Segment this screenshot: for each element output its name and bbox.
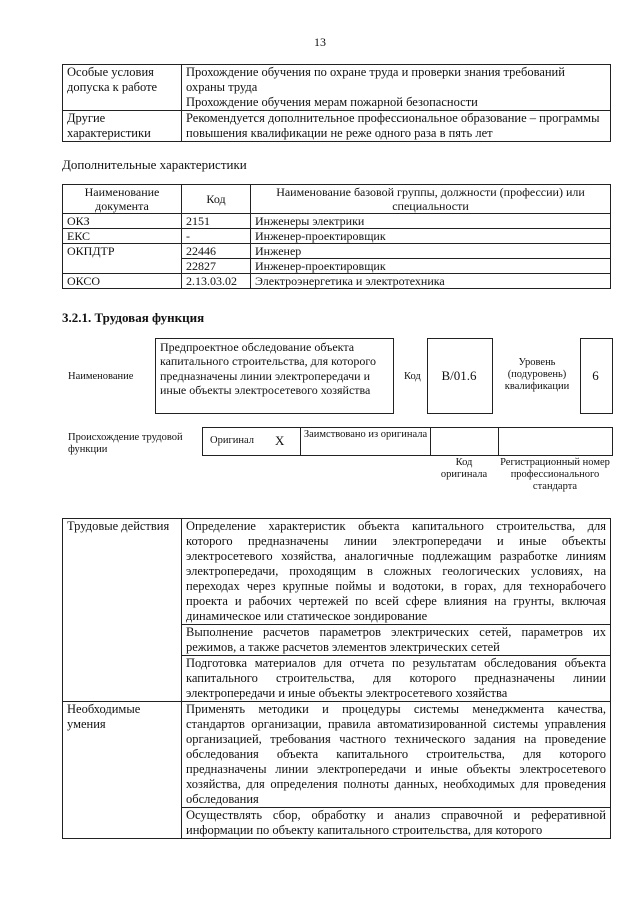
cell-doc: ОКСО (63, 274, 182, 289)
additional-table (62, 184, 611, 289)
cell-doc: ОКЗ (63, 214, 182, 229)
row-content (182, 111, 611, 142)
section-heading: Дополнительные характеристики (62, 157, 247, 172)
table-row (63, 65, 611, 111)
borrowed-label: Заимствовано из оригинала (303, 429, 428, 440)
list-item: Осуществлять сбор, обработку и анализ справочной и реферативной информации по объекту капитального строительства, для которого (182, 808, 611, 839)
content-line: Прохождение обучения мерам пожарной безопасности (186, 95, 478, 109)
top-table (62, 64, 611, 142)
name-label: Наименование (68, 371, 134, 382)
cell-code: 2.13.03.02 (182, 274, 251, 289)
list-item: Определение характеристик объекта капитального строительства, для которого предназначены линии электропередачи и иные объекты электросетевого хозяйства, аналогичные подлежащим разработке линиям электропередачи, проходящим в сложных геологических условиях, на переходах через крупные поймы и водотоки, в горах, для технорабочего проекта и рабочих чертежей по всей сфере влияния на грунты, включая динамическое или статическое зондирование (182, 519, 611, 625)
cell-doc: ОКПДТР (63, 244, 182, 274)
level-label: Уровень (подуровень) квалификации (504, 357, 570, 392)
list-item: Подготовка материалов для отчета по результатам обследования объекта капитального строительства, для которого предназначены линии электропередачи и иные объекты электросетевого хозяйства (182, 656, 611, 702)
main-table (62, 518, 611, 839)
table-row (63, 702, 611, 808)
table-row (63, 229, 611, 244)
cell-code: 22827 (182, 259, 251, 274)
divider (430, 428, 431, 455)
list-item: Выполнение расчетов параметров электрических сетей, параметров их режимов, а также расчетов элементов электрических сетей (182, 625, 611, 656)
table-header-row (63, 185, 611, 214)
column-header: Наименование базовой группы, должности (профессии) или специальности (251, 185, 611, 214)
cell-name: Электроэнергетика и электротехника (251, 274, 611, 289)
column-header: Наименование документа (63, 185, 182, 214)
code-original-label: Код оригинала (440, 457, 488, 480)
table-row (63, 244, 611, 259)
cell-code: 22446 (182, 244, 251, 259)
reg-number-label: Регистрационный номер профессионального стандарта (500, 457, 610, 492)
function-heading: 3.2.1. Трудовая функция (62, 310, 205, 325)
row-content (182, 65, 611, 111)
column-header: Код (182, 185, 251, 214)
code-label: Код (404, 371, 421, 382)
row-label: Трудовые действия (63, 519, 182, 702)
row-label: Другие характеристики (63, 111, 182, 142)
original-label: Оригинал (210, 435, 254, 446)
cell-code: 2151 (182, 214, 251, 229)
content-line: Рекомендуется дополнительное профессиональное образование – программы повышения квалификации не реже одного раза в пять лет (186, 111, 600, 140)
cell-name: Инженер-проектировщик (251, 229, 611, 244)
cell-name: Инженер-проектировщик (251, 259, 611, 274)
original-mark: X (275, 433, 285, 448)
level-value: 6 (592, 368, 599, 383)
table-row (63, 214, 611, 229)
row-label: Особые условия допуска к работе (63, 65, 182, 111)
list-item: Применять методики и процедуры системы менеджмента качества, стандартов организации, правила автоматизированной системы управления организацией, требования частного технического задания на проведение обследования объекта капитального строительства, для которого предназначены линии электропередачи и иные объекты электросетевого хозяйства, для определения полноты данных, необходимых для проведения обследования (182, 702, 611, 808)
cell-code: - (182, 229, 251, 244)
table-row (63, 111, 611, 142)
function-name-value: Предпроектное обследование объекта капитального строительства, для которого предназначены линии электропередачи и иные объекты электросетевого хозяйства (160, 340, 376, 397)
row-label: Необходимые умения (63, 702, 182, 839)
origin-label: Происхождение трудовой функции (68, 432, 183, 455)
content-line: Прохождение обучения по охране труда и проверки знания требований охраны труда (186, 65, 565, 94)
cell-doc: ЕКС (63, 229, 182, 244)
page-number: 13 (314, 35, 326, 49)
cell-name: Инженеры электрики (251, 214, 611, 229)
divider (300, 428, 301, 455)
table-row (63, 519, 611, 625)
cell-name: Инженер (251, 244, 611, 259)
divider (498, 428, 499, 455)
code-value: В/01.6 (441, 368, 477, 383)
table-row (63, 274, 611, 289)
